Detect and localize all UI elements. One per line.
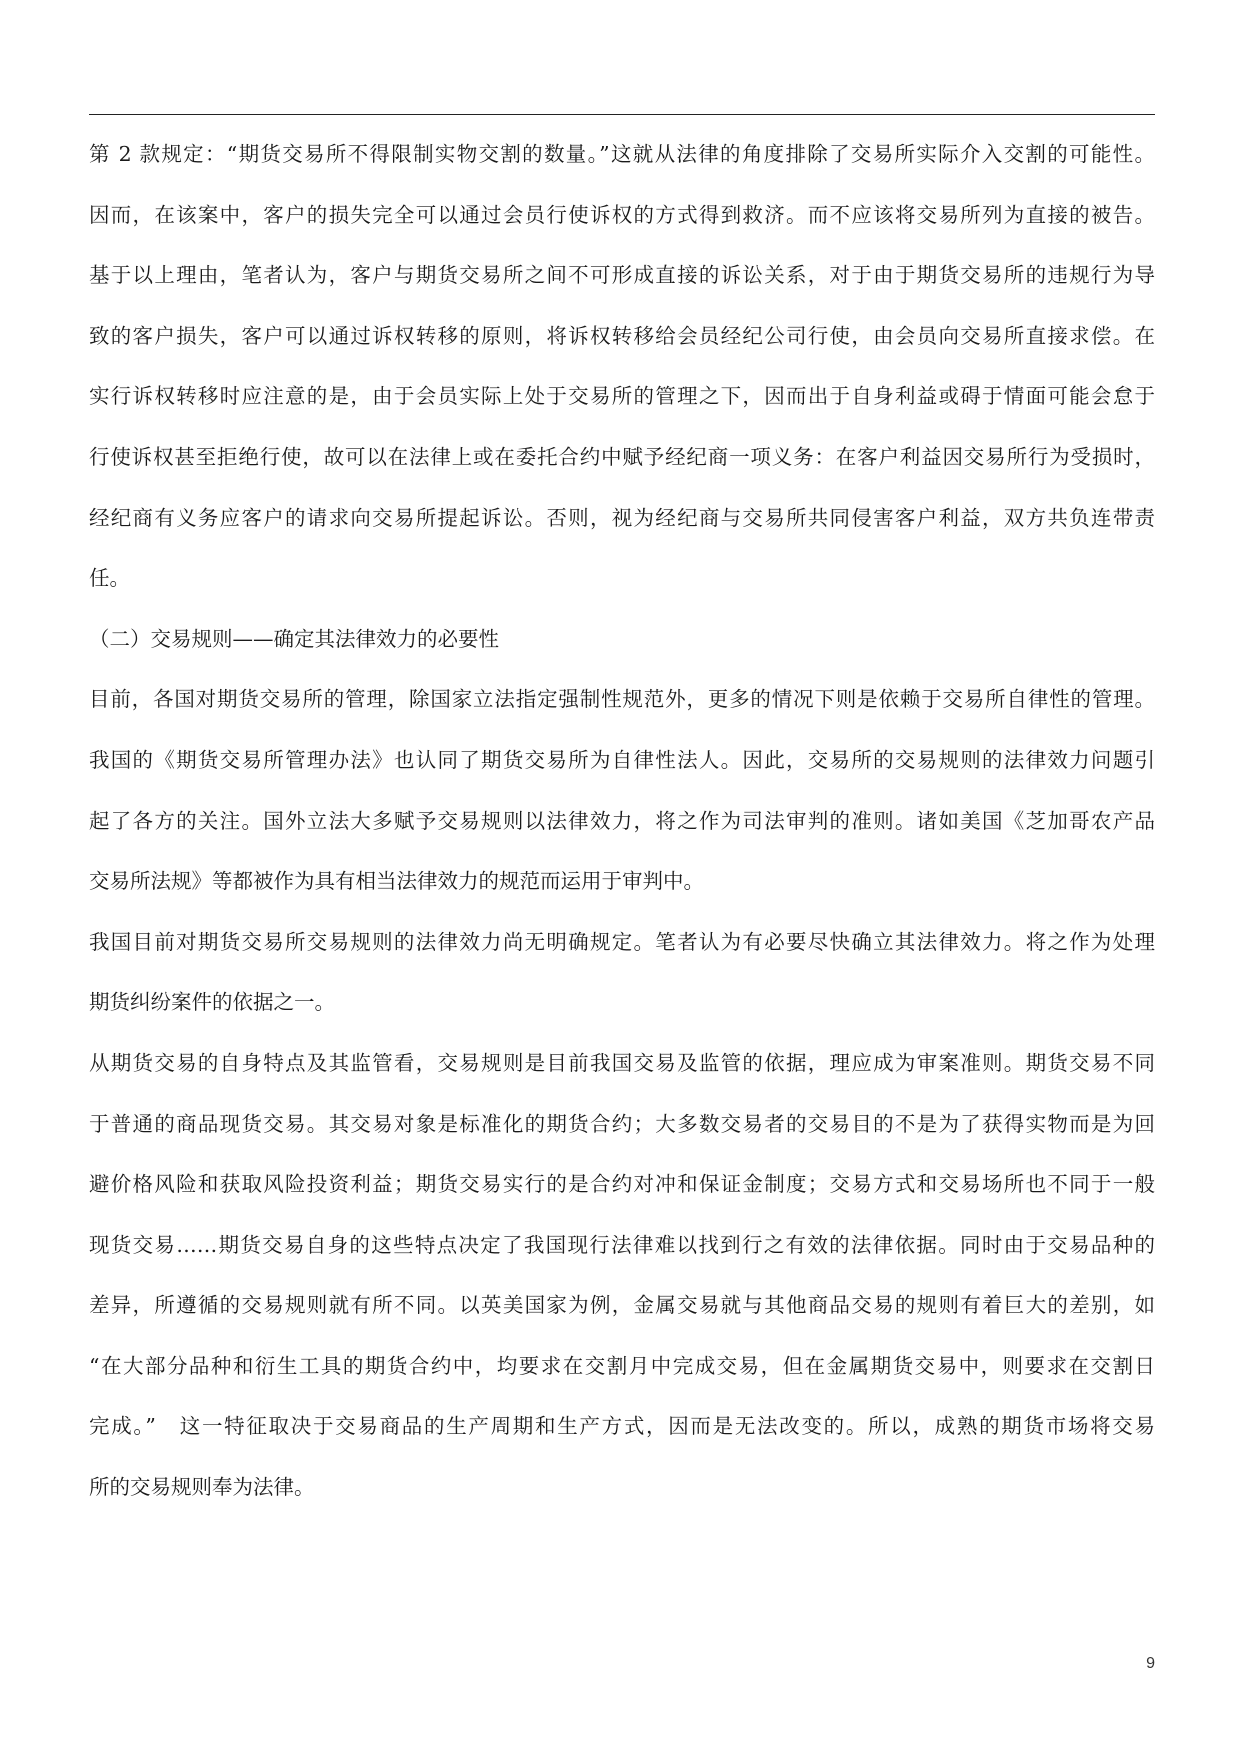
text-line: 我国目前对期货交易所交易规则的法律效力尚无明确规定。笔者认为有必要尽快确立其法律效力。将之作为处理 xyxy=(89,929,1155,954)
text-line: 所的交易规则奉为法律。 xyxy=(89,1475,315,1500)
text-line: 避价格风险和获取风险投资利益；期货交易实行的是合约对冲和保证金制度；交易方式和交易场所也不同于一般 xyxy=(89,1172,1155,1197)
text-line: “在大部分品种和衍生工具的期货合约中，均要求在交割月中完成交易，但在金属期货交易中，则要求在交割日 xyxy=(89,1353,1155,1378)
text-line: 完成。” 这一特征取决于交易商品的生产周期和生产方式，因而是无法改变的。所以，成熟的期货市场将交易 xyxy=(89,1414,1155,1439)
text-line: 致的客户损失，客户可以通过诉权转移的原则，将诉权转移给会员经纪公司行使，由会员向交易所直接求偿。在 xyxy=(89,323,1155,348)
text-line: 于普通的商品现货交易。其交易对象是标准化的期货合约；大多数交易者的交易目的不是为了获得实物而是为回 xyxy=(89,1111,1155,1136)
text-line: 交易所法规》等都被作为具有相当法律效力的规范而运用于审判中。 xyxy=(89,869,704,894)
text-line: 我国的《期货交易所管理办法》也认同了期货交易所为自律性法人。因此，交易所的交易规则的法律效力问题引 xyxy=(89,747,1155,772)
text-line: 经纪商有义务应客户的请求向交易所提起诉讼。否则，视为经纪商与交易所共同侵害客户利益，双方共负连带责 xyxy=(89,505,1155,530)
text-line: 目前，各国对期货交易所的管理，除国家立法指定强制性规范外，更多的情况下则是依赖于交易所自律性的管理。 xyxy=(89,687,1155,712)
text-line: 因而，在该案中，客户的损失完全可以通过会员行使诉权的方式得到救济。而不应该将交易所列为直接的被告。 xyxy=(89,202,1155,227)
page-number: 9 xyxy=(1146,1655,1155,1672)
text-line: 从期货交易的自身特点及其监管看，交易规则是目前我国交易及监管的依据，理应成为审案准则。期货交易不同 xyxy=(89,1050,1155,1075)
text-line: 起了各方的关注。国外立法大多赋予交易规则以法律效力，将之作为司法审判的准则。诸如美国《芝加哥农产品 xyxy=(89,808,1155,833)
text-line: 实行诉权转移时应注意的是，由于会员实际上处于交易所的管理之下，因而出于自身利益或碍于情面可能会怠于 xyxy=(89,384,1155,409)
document-body xyxy=(89,124,1155,1518)
text-line: 差异，所遵循的交易规则就有所不同。以英美国家为例，金属交易就与其他商品交易的规则有着巨大的差别，如 xyxy=(89,1293,1155,1318)
section-heading: （二）交易规则——确定其法律效力的必要性 xyxy=(89,626,499,651)
text-line: 第 2 款规定：“期货交易所不得限制实物交割的数量。”这就从法律的角度排除了交易所实际介入交割的可能性。 xyxy=(89,142,1155,166)
text-line: 基于以上理由，笔者认为，客户与期货交易所之间不可形成直接的诉讼关系，对于由于期货交易所的违规行为导 xyxy=(89,263,1155,288)
text-line: 任。 xyxy=(89,566,130,591)
text-line: 现货交易……期货交易自身的这些特点决定了我国现行法律难以找到行之有效的法律依据。同时由于交易品种的 xyxy=(89,1232,1155,1257)
header-rule xyxy=(89,114,1155,115)
text-line: 期货纠纷案件的依据之一。 xyxy=(89,990,335,1015)
text-line: 行使诉权甚至拒绝行使，故可以在法律上或在委托合约中赋予经纪商一项义务：在客户利益因交易所行为受损时， xyxy=(89,444,1155,469)
